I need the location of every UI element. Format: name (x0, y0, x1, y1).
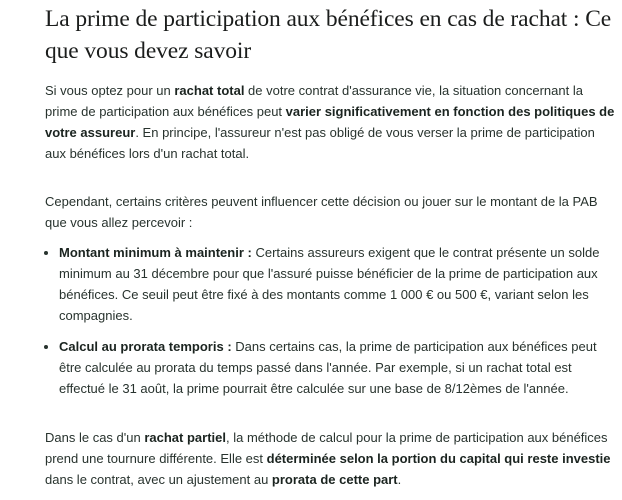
text: . En principe, l'assureur n'est pas obligé de vous verser la prime de participation aux bénéfices lors d'un rachat total. (45, 125, 595, 161)
bold-text: rachat total (174, 83, 245, 98)
article (45, 0, 619, 490)
bold-text: varier significativement en fonction des politiques de votre assureur (45, 104, 615, 140)
list-item-text: Dans certains cas, la prime de participation aux bénéfices peut être calculée au prorata du temps passé dans l'année. Par exemple, si un rachat total est effectué le 31 août, la prime pourrait être calculée sur une base de 8/12èmes de l'année. (59, 339, 597, 396)
text: Si vous optez pour un (45, 83, 175, 98)
bold-text: rachat partiel (144, 430, 226, 445)
text: . (397, 472, 402, 487)
list-item-text: Certains assureurs exigent que le contrat présente un solde minimum au 31 décembre pour que l'assuré puisse bénéficier de la prime de participation aux bénéfices. Ce seuil peut être fixé à des montants comme 1 000 € ou 500 €, variant selon les compagnies. (59, 245, 600, 323)
list-item-label: Calcul au prorata temporis : (59, 339, 232, 354)
paragraph-partial-redemption (45, 427, 619, 490)
text: dans le contrat, avec un ajustement au (45, 472, 272, 487)
bold-text: déterminée selon la portion du capital qui reste investie (266, 451, 611, 466)
criteria-list (45, 242, 619, 399)
text: Dans le cas d'un (45, 430, 145, 445)
list-item-label: Montant minimum à maintenir : (59, 245, 252, 260)
paragraph-criteria-intro: Cependant, certains critères peuvent influencer cette décision ou jouer sur le montant de la PAB que vous allez percevoir : (45, 194, 598, 230)
text: de votre contrat d'assurance vie, la situation concernant la prime de participation aux bénéfices peut (45, 83, 583, 119)
bold-text: prorata de cette part (271, 472, 398, 487)
paragraph-total-redemption (45, 80, 619, 164)
list-item (59, 336, 619, 399)
page-title: La prime de participation aux bénéfices en cas de rachat : Ce que vous devez savoir (45, 6, 612, 64)
list-item (59, 242, 619, 326)
text: , la méthode de calcul pour la prime de participation aux bénéfices prend une tournure différente. Elle est (45, 430, 608, 466)
